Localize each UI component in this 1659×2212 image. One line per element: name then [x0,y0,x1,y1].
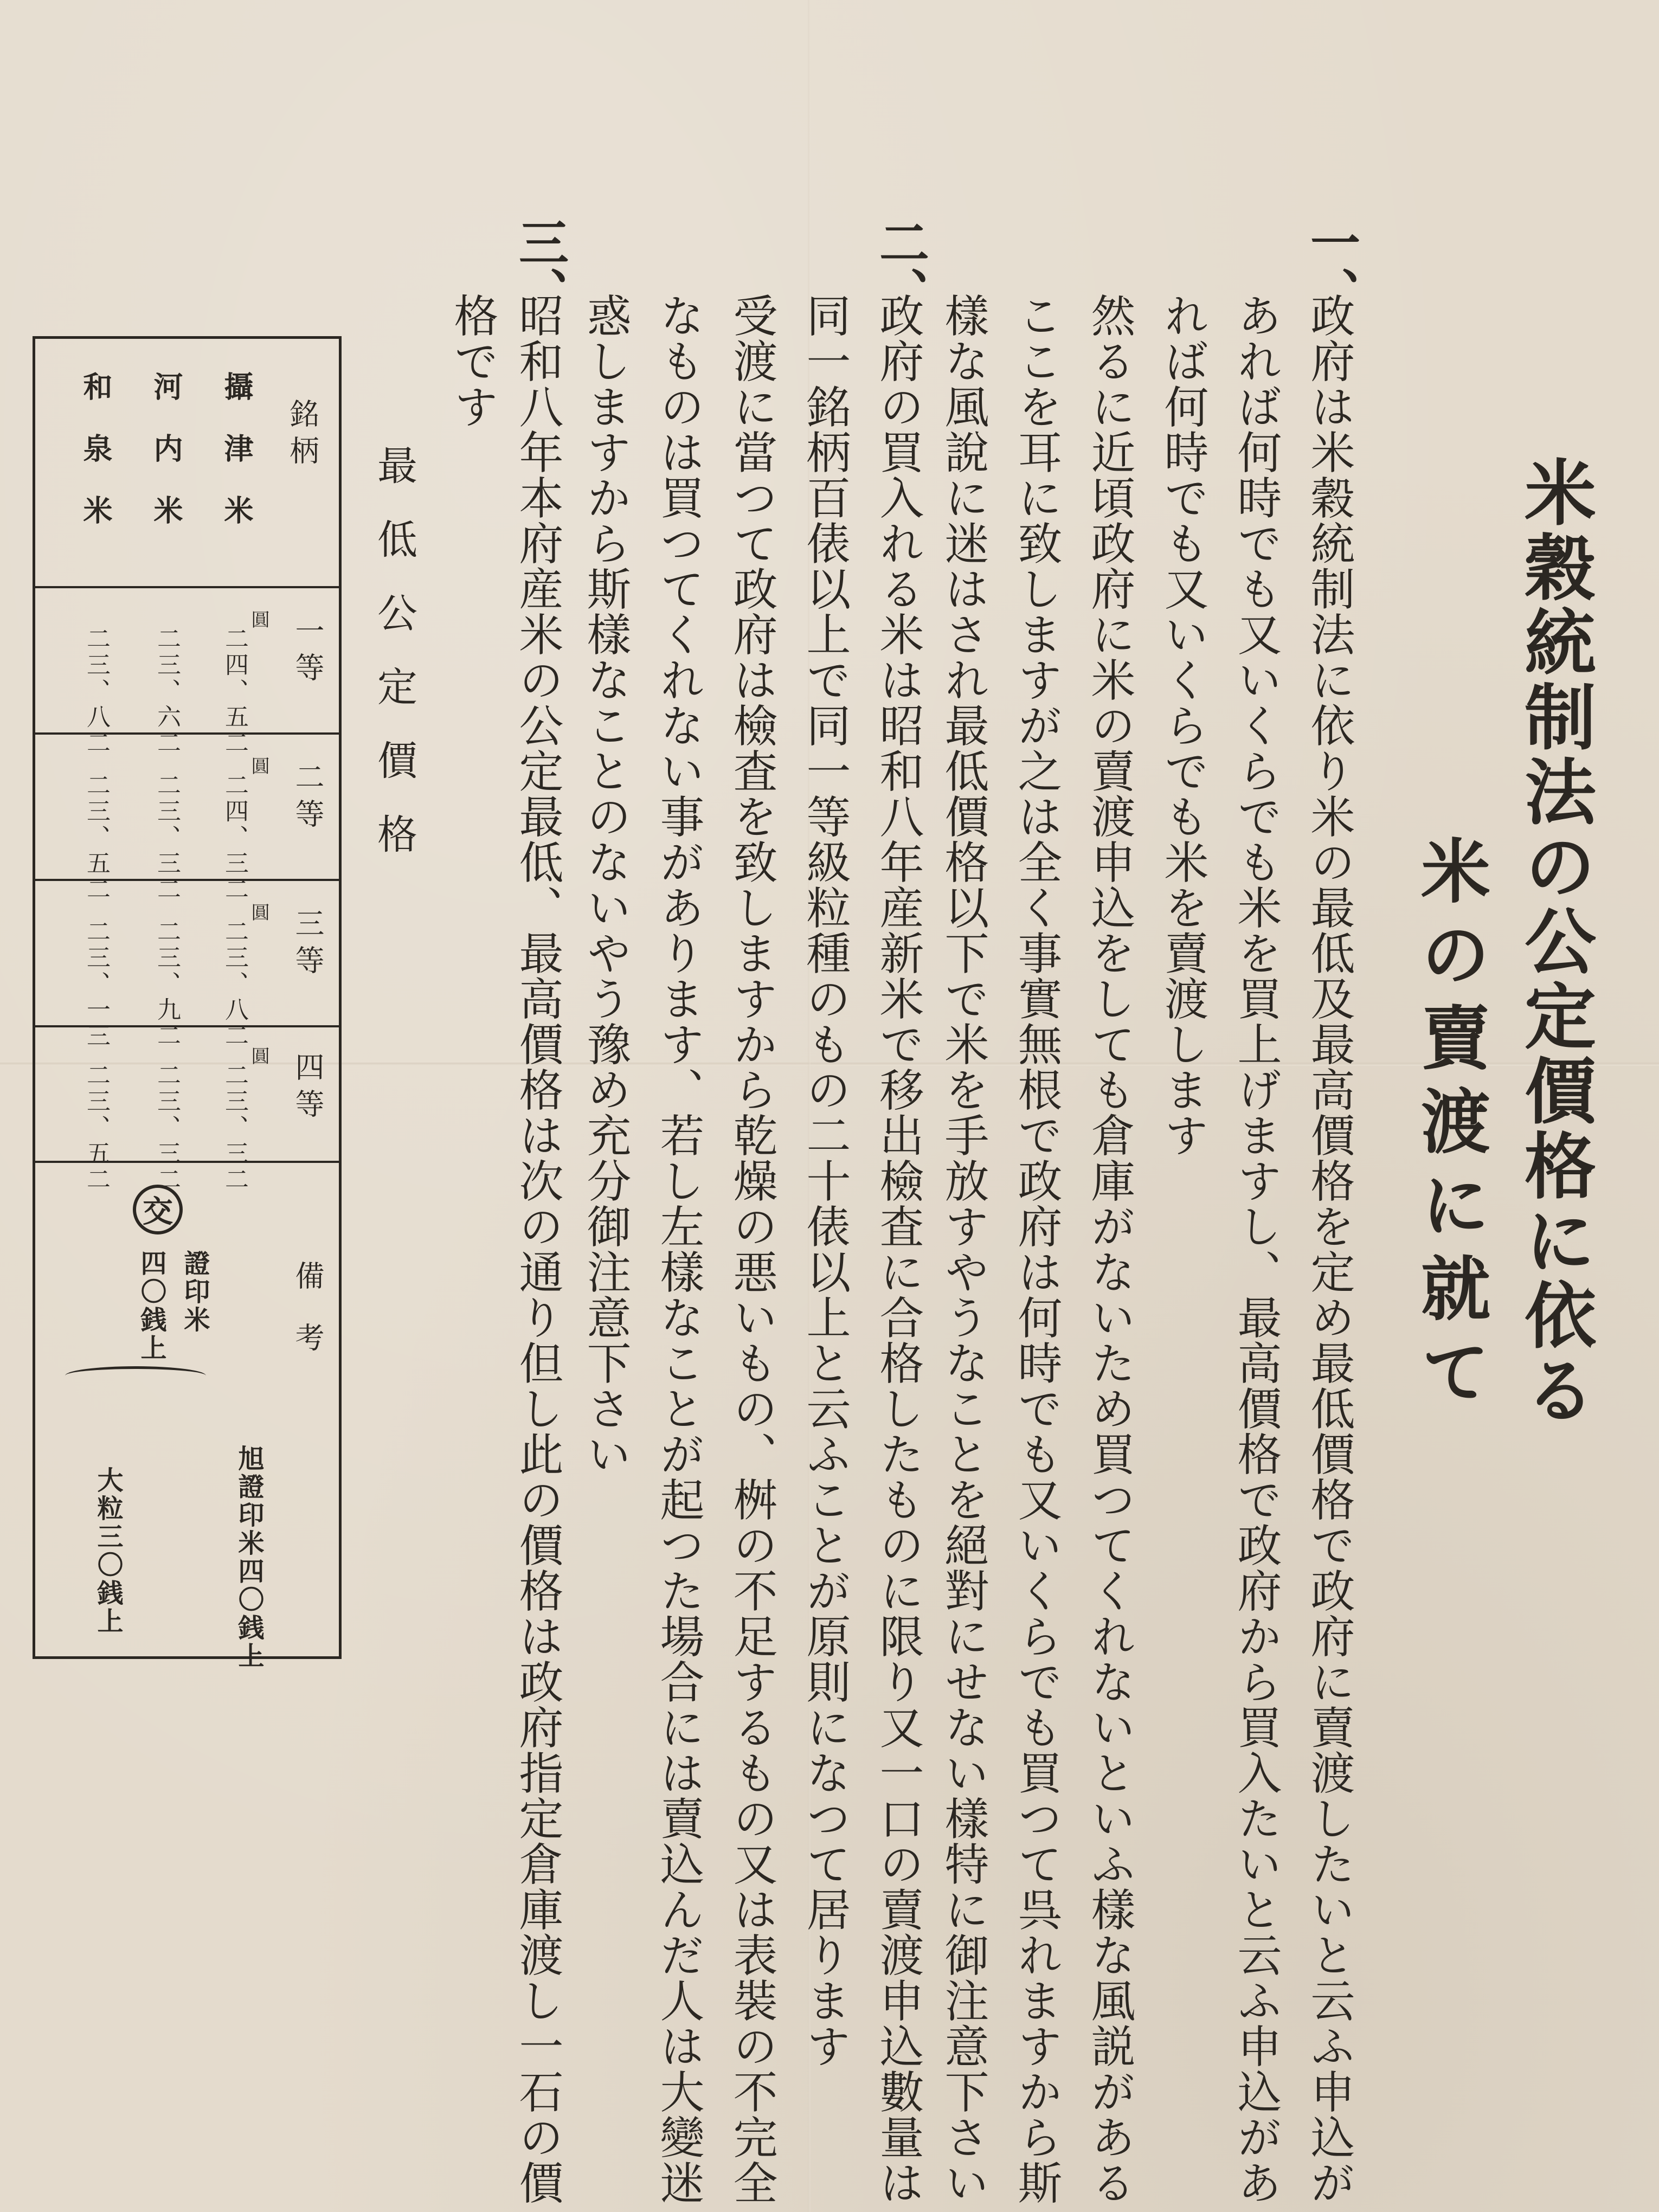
grade-1-kawachi: 二三、六二 [153,626,181,756]
grade-3-label: 三等 [291,908,325,982]
section-2-line-4: なものは買つてくれない事があります、若し左樣なことが起つた場合には賣込んだ人は大變迷 [653,293,704,2205]
grade-4-label: 四等 [291,1052,325,1126]
section-2-line-1: 政府の買入れる米は昭和八年産新米で移出檢査に合格したものに限り又一口の賣渡申込數量は [872,293,924,2205]
grade-2-label: 二等 [291,762,325,835]
grade-1-izumi: 二三、八二 [82,626,110,756]
grade-3-unit: 圓 [248,903,269,923]
grade-4-izumi: 二三、五二 [82,1063,110,1193]
remarks-brace [65,1366,206,1385]
table-row-grade-4 [35,1027,339,1193]
section-1-line-2: あれば何時でも又いくらでも米を買上げますし、最高價格で政府から買入たいと云ふ申込があ [1230,293,1282,2205]
section-2-line-5: 惑しますから斯樣なことのないやう豫め充分御注意下さい [580,293,631,1477]
page-title: 米穀統制法の公定價格に依る [1512,455,1596,1428]
section-3-label: 三、 [511,217,569,317]
grade-2-unit: 圓 [248,756,269,777]
remarks-note-left-top: 證印米 [179,1250,210,1334]
grade-3-settsu: 二三、八二 [221,919,248,1049]
section-2-line-3: 受渡に當つて政府は檢査を致しますから乾燥の悪いもの、桝の不足するもの又は表裝の不完全 [726,293,777,2205]
remarks-note-bottom: 大粒三〇銭上 [93,1467,123,1636]
section-2-line-2: 同一銘柄百俵以上で同一等級粒種のもの二十俵以上と云ふことが原則になつて居ります [799,293,851,2069]
grade-4-kawachi: 二三、三二 [153,1063,181,1193]
price-table [33,336,342,1670]
section-3-line-2: 格です [447,293,498,429]
table-row-grade-1 [35,588,339,756]
table-row-brands [35,339,339,588]
price-table-caption: 最低公定價格 [371,445,417,887]
header-brand: 銘柄 [285,398,319,472]
grade-4-settsu: 二三、三二 [221,1063,248,1193]
table-row-remarks [35,1163,339,1670]
section-3-line-1: 昭和八年本府産米の公定最低、最高價格は次の通り但し此の價格は政府指定倉庫渡し一石の價 [512,293,563,2205]
grade-3-kawachi: 二三、九二 [153,919,181,1049]
brand-settsu: 攝津米 [220,371,254,557]
brand-izumi: 和泉米 [79,371,113,557]
remarks-note-left-bottom: 四〇銭上 [136,1250,166,1362]
grade-4-unit: 圓 [248,1046,269,1067]
grade-2-settsu: 二四、三二 [221,773,248,903]
page-subtitle: 米の賣渡に就て [1409,835,1490,1419]
remarks-label: 備考 [291,1261,325,1384]
section-1-line-4: 然るに近頃政府に米の賣渡申込をしても倉庫がないため買つてくれないといふ樣な風説がある [1084,293,1135,2205]
table-row-grade-2 [35,735,339,903]
section-1-line-3: れば何時でも又いくらでも米を賣渡します [1157,293,1208,1158]
section-1-line-5: ここを耳に致しますが之は全く事實無根で政府は何時でも又いくらでも買つて呉れますから斯 [1011,293,1062,2205]
remarks-note-right: 旭證印米四〇銭上 [234,1445,264,1670]
grade-1-label: 一等 [291,615,325,689]
section-1-line-6: 樣な風說に迷はされ最低價格以下で米を手放すやうなことを絕對にせない樣特に御注意下さい [937,293,989,2205]
section-2-label: 二、 [871,217,930,317]
brand-kawachi: 河内米 [149,371,184,557]
grade-3-izumi: 二三、一三 [82,919,110,1049]
kou-stamp-icon: 交 [133,1185,183,1234]
grade-2-izumi: 二三、五二 [82,773,110,903]
section-1-label: 一、 [1302,217,1361,317]
section-1-line-1: 政府は米穀統制法に依り米の最低及最高價格を定め最低價格で政府に賣渡したいと云ふ申込が [1303,293,1355,2205]
grade-1-settsu: 二四、五二 [221,626,248,756]
table-row-grade-3 [35,881,339,1049]
grade-2-kawachi: 二三、三二 [153,773,181,903]
grade-1-unit: 圓 [248,610,269,631]
